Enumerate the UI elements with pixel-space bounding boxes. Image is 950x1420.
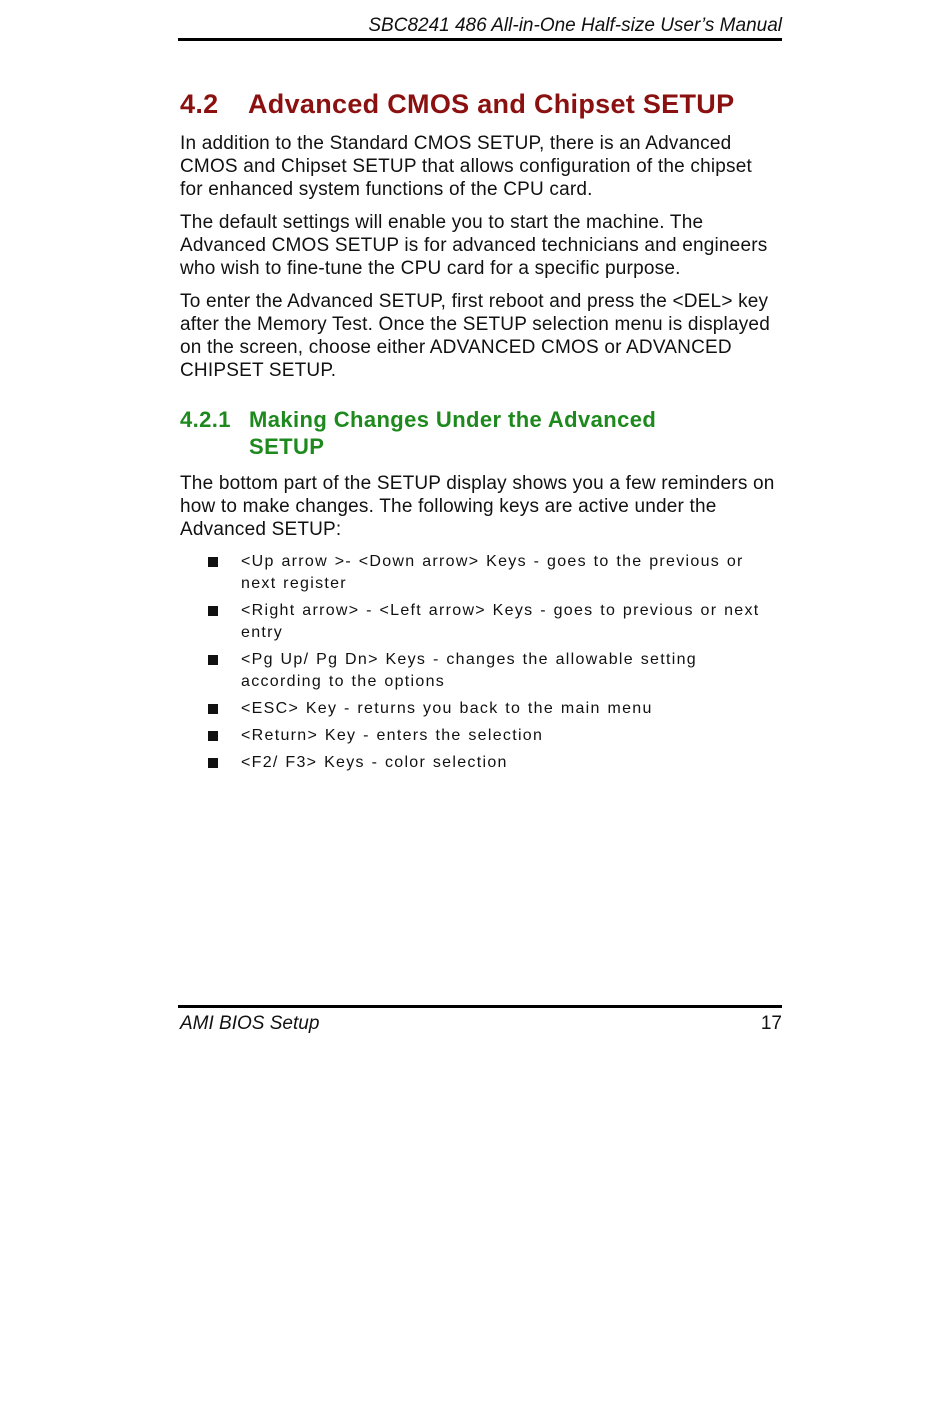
page-footer [178, 1005, 782, 1034]
paragraph-enter-setup: To enter the Advanced SETUP, first reboot and press the <DEL> key after the Memory Test. Once the SETUP selection menu is displayed on the screen, choose either ADVANCED CMOS or ADVANCED CHIPSET SETUP. [180, 291, 770, 381]
list-item-text: <ESC> Key - returns you back to the main menu [241, 700, 653, 717]
list-item-text: <Right arrow> - <Left arrow> Keys - goes to previous or next entry [241, 602, 760, 641]
list-item [180, 649, 780, 693]
list-item [180, 551, 780, 595]
square-bullet-icon [208, 758, 218, 768]
list-item-text: <F2/ F3> Keys - color selection [241, 754, 508, 771]
list-item [180, 752, 780, 774]
paragraph-intro: In addition to the Standard CMOS SETUP, there is an Advanced CMOS and Chipset SETUP that allows configuration of the chipset for enhanced system functions of the CPU card. [180, 133, 752, 200]
list-item-text: <Return> Key - enters the selection [241, 727, 544, 744]
subsection-title: Making Changes Under the Advanced SETUP [249, 407, 657, 459]
section-title: Advanced CMOS and Chipset SETUP [248, 89, 735, 119]
section-heading [180, 86, 780, 122]
paragraph-defaults: The default settings will enable you to start the machine. The Advanced CMOS SETUP is for advanced technicians and engineers who wish to fine-tune the CPU card for a specific purpose. [180, 212, 768, 279]
key-list [180, 551, 780, 774]
list-item [180, 698, 780, 720]
list-item [180, 725, 780, 747]
footer-chapter-title: AMI BIOS Setup [180, 1013, 320, 1034]
subsection-heading [180, 406, 780, 460]
list-item-text: <Up arrow >- <Down arrow> Keys - goes to the previous or next register [241, 553, 744, 592]
square-bullet-icon [208, 557, 218, 567]
section-number: 4.2 [180, 89, 219, 119]
subsection-number: 4.2.1 [180, 407, 231, 432]
square-bullet-icon [208, 606, 218, 616]
manual-title: SBC8241 486 All-in-One Half-size User’s Manual [368, 15, 782, 36]
page-content [180, 86, 780, 779]
list-item-text: <Pg Up/ Pg Dn> Keys - changes the allowable setting according to the options [241, 651, 697, 690]
paragraph-keys-intro: The bottom part of the SETUP display shows you a few reminders on how to make changes. The following keys are active under the Advanced SETUP: [180, 473, 775, 540]
square-bullet-icon [208, 731, 218, 741]
page-number: 17 [760, 1013, 782, 1034]
list-item [180, 600, 780, 644]
square-bullet-icon [208, 704, 218, 714]
square-bullet-icon [208, 655, 218, 665]
page-header [178, 14, 782, 41]
